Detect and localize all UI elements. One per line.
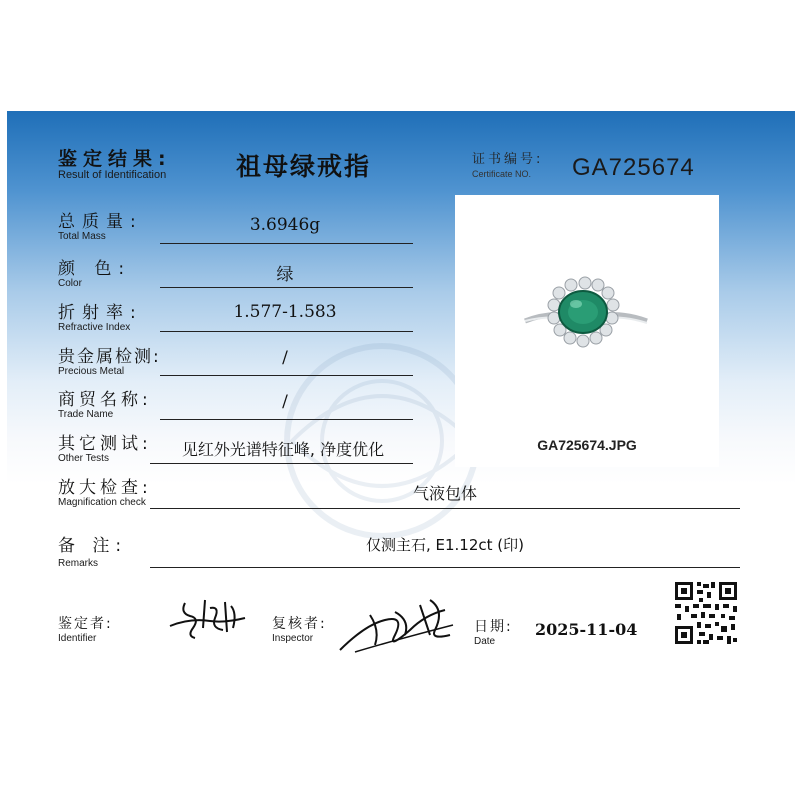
- divider: [160, 419, 413, 420]
- total-mass-label: 总质量: Total Mass: [58, 212, 143, 242]
- remarks-label: 备 注: Remarks: [58, 536, 128, 569]
- magnification-value: 气液包体: [412, 484, 477, 503]
- color-label: 颜 色: Color: [58, 259, 132, 289]
- refractive-index-label: 折射率: Refractive Index: [58, 303, 143, 333]
- emerald-ring-icon: [455, 195, 719, 395]
- result-label: 鉴定结果: Result of Identification: [58, 148, 172, 181]
- identifier-signature: [165, 588, 250, 643]
- precious-metal-value: /: [282, 348, 288, 368]
- other-tests-value: 见红外光谱特征峰, 净度优化: [181, 440, 385, 459]
- total-mass-value: 3.6946g: [249, 215, 321, 235]
- cert-no-label: 证书编号: Certificate NO.: [472, 152, 544, 179]
- other-tests-label: 其它测试: Other Tests: [58, 434, 152, 464]
- date-label: 日期: Date: [474, 619, 513, 647]
- qr-code-icon: [673, 580, 739, 646]
- date-value: 2025-11-04: [535, 620, 638, 639]
- precious-metal-label: 贵金属检测: Precious Metal: [58, 347, 161, 377]
- divider: [150, 567, 740, 568]
- product-photo: [455, 195, 719, 467]
- divider: [150, 463, 413, 464]
- divider: [160, 331, 413, 332]
- result-value: 祖母绿戒指: [236, 152, 372, 181]
- divider: [150, 508, 740, 509]
- trade-name-label: 商贸名称: Trade Name: [58, 390, 152, 420]
- refractive-index-value: 1.577-1.583: [233, 302, 337, 322]
- identifier-label: 鉴定者: Identifier: [58, 616, 113, 644]
- inspector-label: 复核者: Inspector: [272, 616, 327, 644]
- remarks-value: 仅测主石, E1.12ct (印): [365, 536, 524, 554]
- divider: [160, 243, 413, 244]
- trade-name-value: /: [282, 392, 288, 412]
- cert-no-value: GA725674: [572, 154, 695, 181]
- color-value: 绿: [276, 265, 294, 285]
- divider: [160, 375, 413, 376]
- magnification-label: 放大检查: Magnification check: [58, 478, 152, 508]
- divider: [160, 287, 413, 288]
- photo-caption: GA725674.JPG: [537, 437, 637, 453]
- inspector-signature: [335, 590, 460, 660]
